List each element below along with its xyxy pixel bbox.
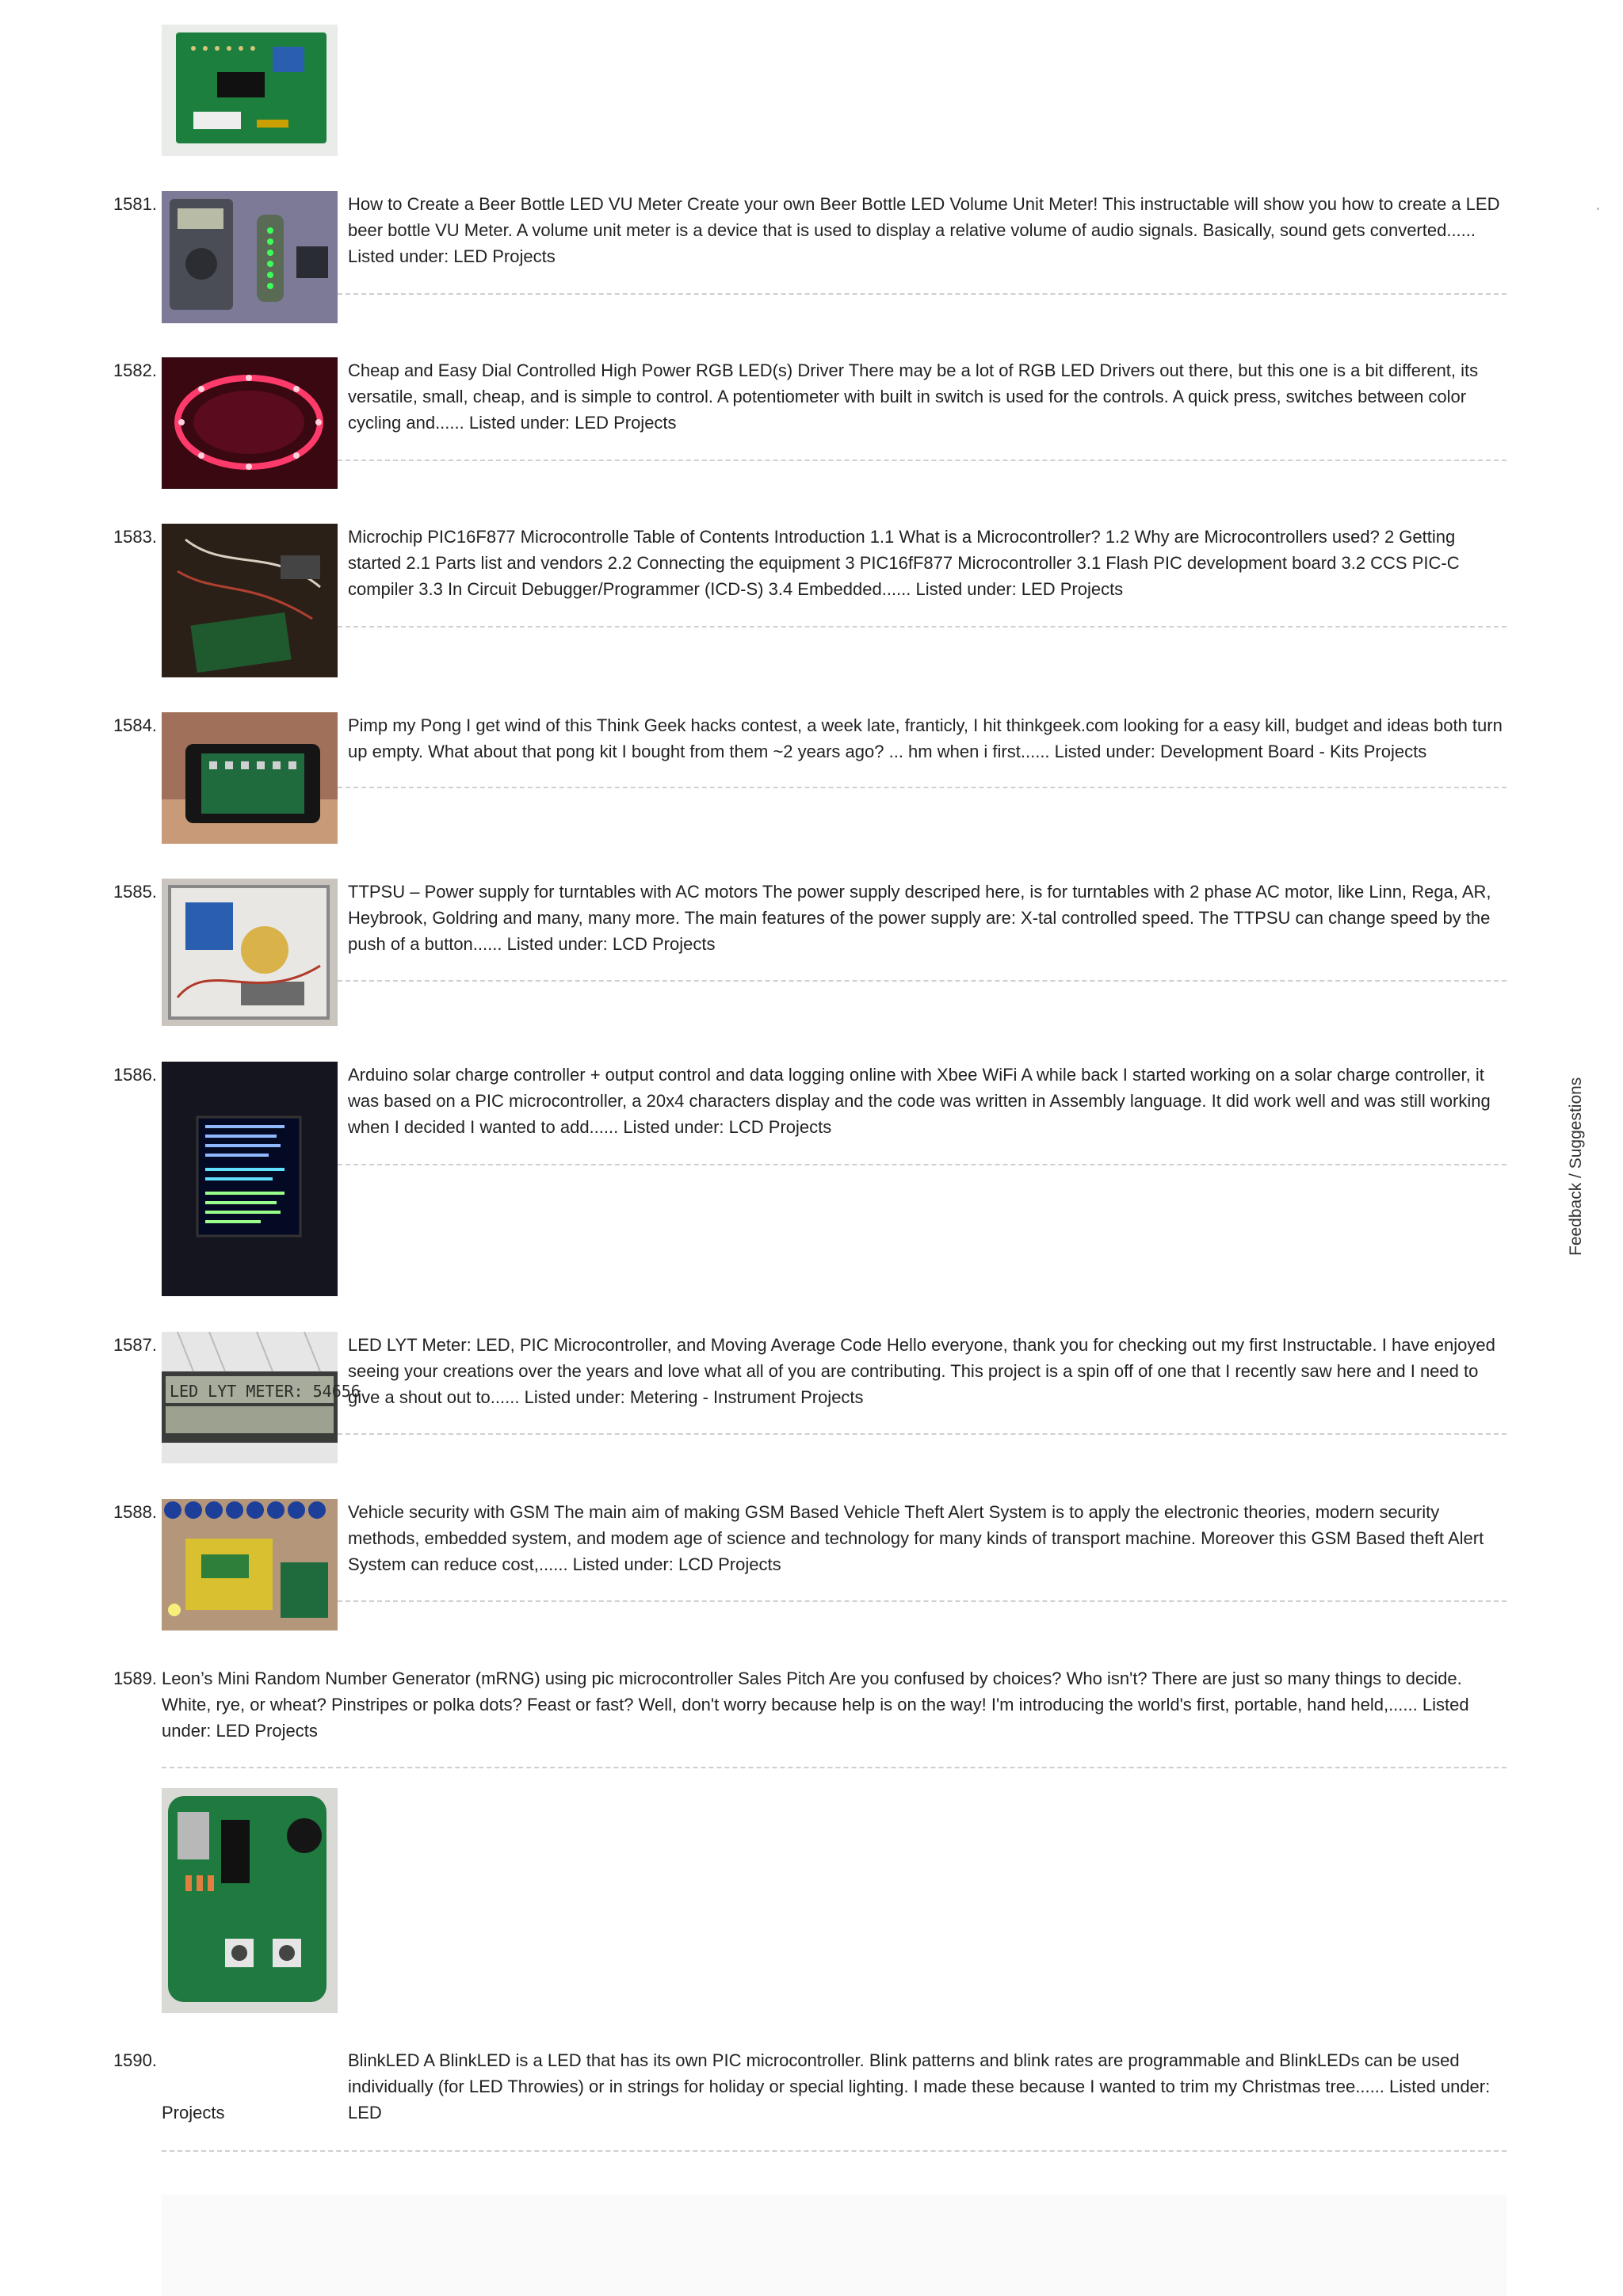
entry-1582-thumbnail[interactable] [162, 357, 338, 489]
entry-1590-description-line1: BlinkLED A BlinkLED is a LED that has its own PIC microcontroller. Blink patterns and blink rates are programmable and BlinkLEDs can be used [348, 2050, 1460, 2070]
entry-number: 1587. [113, 1335, 157, 1355]
entry-divider [162, 1767, 1507, 1768]
entry-1584-thumbnail[interactable] [162, 712, 338, 844]
entry-1588-description: Vehicle security with GSM The main aim of making GSM Based Vehicle Theft Alert System is to apply the electronic theories, modern security methods, embedded system, and modem age of science and technology for many kinds of transport machine. Moreover this GSM Based theft Alert System can reduce cost,...... Listed under: LCD Projects [348, 1502, 1484, 1574]
entry-1584-description: Pimp my Pong I get wind of this Think Geek hacks contest, a week late, franticly, I hit thinkgeek.com looking for a easy kill, budget and ideas both turn up empty. What about that pong kit I bought from them ~2 years ago? ... hm when i first...... Listed under: Development Board - Kits Projects [348, 715, 1503, 761]
entry-divider [338, 1600, 1507, 1602]
entry-1590-description-line2: individually (for LED Throwies) or in strings for holiday or special lighting. I made these because I wanted to trim my Christmas tree...... Listed under: LED [348, 2077, 1491, 2122]
bottom-panel [162, 2195, 1507, 2296]
entry-divider [338, 1164, 1507, 1165]
entry-1589-thumbnail[interactable] [162, 1788, 338, 2013]
entry-number: 1586. [113, 1065, 157, 1085]
entry-divider [338, 460, 1507, 461]
entry-number: 1583. [113, 527, 157, 547]
feedback-suggestions-tab[interactable] [1565, 1077, 1587, 1256]
entry-divider [338, 626, 1507, 627]
entry-1585-description: TTPSU – Power supply for turntables with AC motors The power supply descriped here, is for turntables with 2 phase AC motor, like Linn, Rega, AR, Heybrook, Goldring and many, many more. The main features of the power supply are: X-tal controlled speed. The TTPSU can change speed by the push of a button...... Listed under: LCD Projects [348, 882, 1491, 954]
entry-divider [162, 2150, 1507, 2152]
entry-1583-thumbnail[interactable] [162, 524, 338, 677]
entry-divider [338, 1433, 1507, 1435]
entry-1587-description: LED LYT Meter: LED, PIC Microcontroller, and Moving Average Code Hello everyone, thank you for checking out my first Instructable. I have enjoyed seeing your creations over the years and love what all of you are contributing. This project is a spin off of one that I recently saw here and I need to give a shout out to...... Listed under: Metering - Instrument Projects [348, 1335, 1495, 1407]
entry-1590-description-line3: Projects [162, 2103, 225, 2122]
decorative-dot [1597, 208, 1599, 210]
entry-1583-description: Microchip PIC16F877 Microcontrolle Table of Contents Introduction 1.1 What is a Microcontroller? 1.2 Why are Microcontrollers used? 2 Getting started 2.1 Parts list and vendors 2.2 Connecting the equipment 3 PIC16fF877 Microcontroller 3.1 Flash PIC development board 3.2 CCS PIC-C compiler 3.3 In Circuit Debugger/Programmer (ICD-S) 3.4 Embedded...... Listed under: LED Projects [348, 527, 1460, 599]
entry-1587-thumbnail[interactable] [162, 1332, 361, 1463]
entry-1582-description: Cheap and Easy Dial Controlled High Power RGB LED(s) Driver There may be a lot of RGB LED Drivers out there, but this one is a bit different, its versatile, small, cheap, and is simple to control. A potentiometer with built in switch is used for the controls. A quick press, switches between color cycling and...... Listed under: LED Projects [348, 360, 1479, 433]
entry-1586-thumbnail[interactable] [162, 1062, 338, 1296]
entry-1589-description: Leon’s Mini Random Number Generator (mRNG) using pic microcontroller Sales Pitch Are you confused by choices? Who isn't? There are just so many things to decide. White, rye, or wheat? Pinstripes or polka dots? Feast or fast? Well, don't worry because help is on the way! I'm introducing the world's first, portable, hand held,...... Listed under: LED Projects [162, 1669, 1469, 1741]
entry-number: 1585. [113, 882, 157, 902]
entry-number: 1588. [113, 1502, 157, 1522]
entry-number: 1581. [113, 194, 157, 214]
entry-1581-thumbnail[interactable] [162, 191, 338, 323]
entry-1586-description: Arduino solar charge controller + output control and data logging online with Xbee WiFi A while back I started working on a solar charge controller, it was based on a PIC microcontroller, a 20x4 characters display and the code was written in Assembly language. It did work well and was still working when I decided I wanted to add...... Listed under: LCD Projects [348, 1065, 1491, 1137]
entry-1581-description: How to Create a Beer Bottle LED VU Meter Create your own Beer Bottle LED Volume Unit Meter! This instructable will show you how to create a LED beer bottle VU Meter. A volume unit meter is a device that is used to display a relative volume of audio signals. Basically, sound gets converted...... Listed under: LED Projects [348, 194, 1500, 266]
feedback-tab-label: Feedback / Suggestions [1567, 1077, 1585, 1256]
entry-divider [338, 293, 1507, 295]
entry-1585-thumbnail[interactable] [162, 879, 338, 1026]
entry-number: 1584. [113, 715, 157, 735]
entry-divider [338, 980, 1507, 982]
lcd-readout-text: LED LYT METER: 54656 [170, 1382, 361, 1401]
entry-number: 1589. [113, 1669, 157, 1688]
entry-number: 1590. [113, 2050, 157, 2070]
entry-divider [338, 787, 1507, 788]
entry-1588-thumbnail[interactable] [162, 1499, 338, 1630]
entry-1580-thumbnail[interactable] [162, 25, 338, 156]
entry-number: 1582. [113, 360, 157, 380]
